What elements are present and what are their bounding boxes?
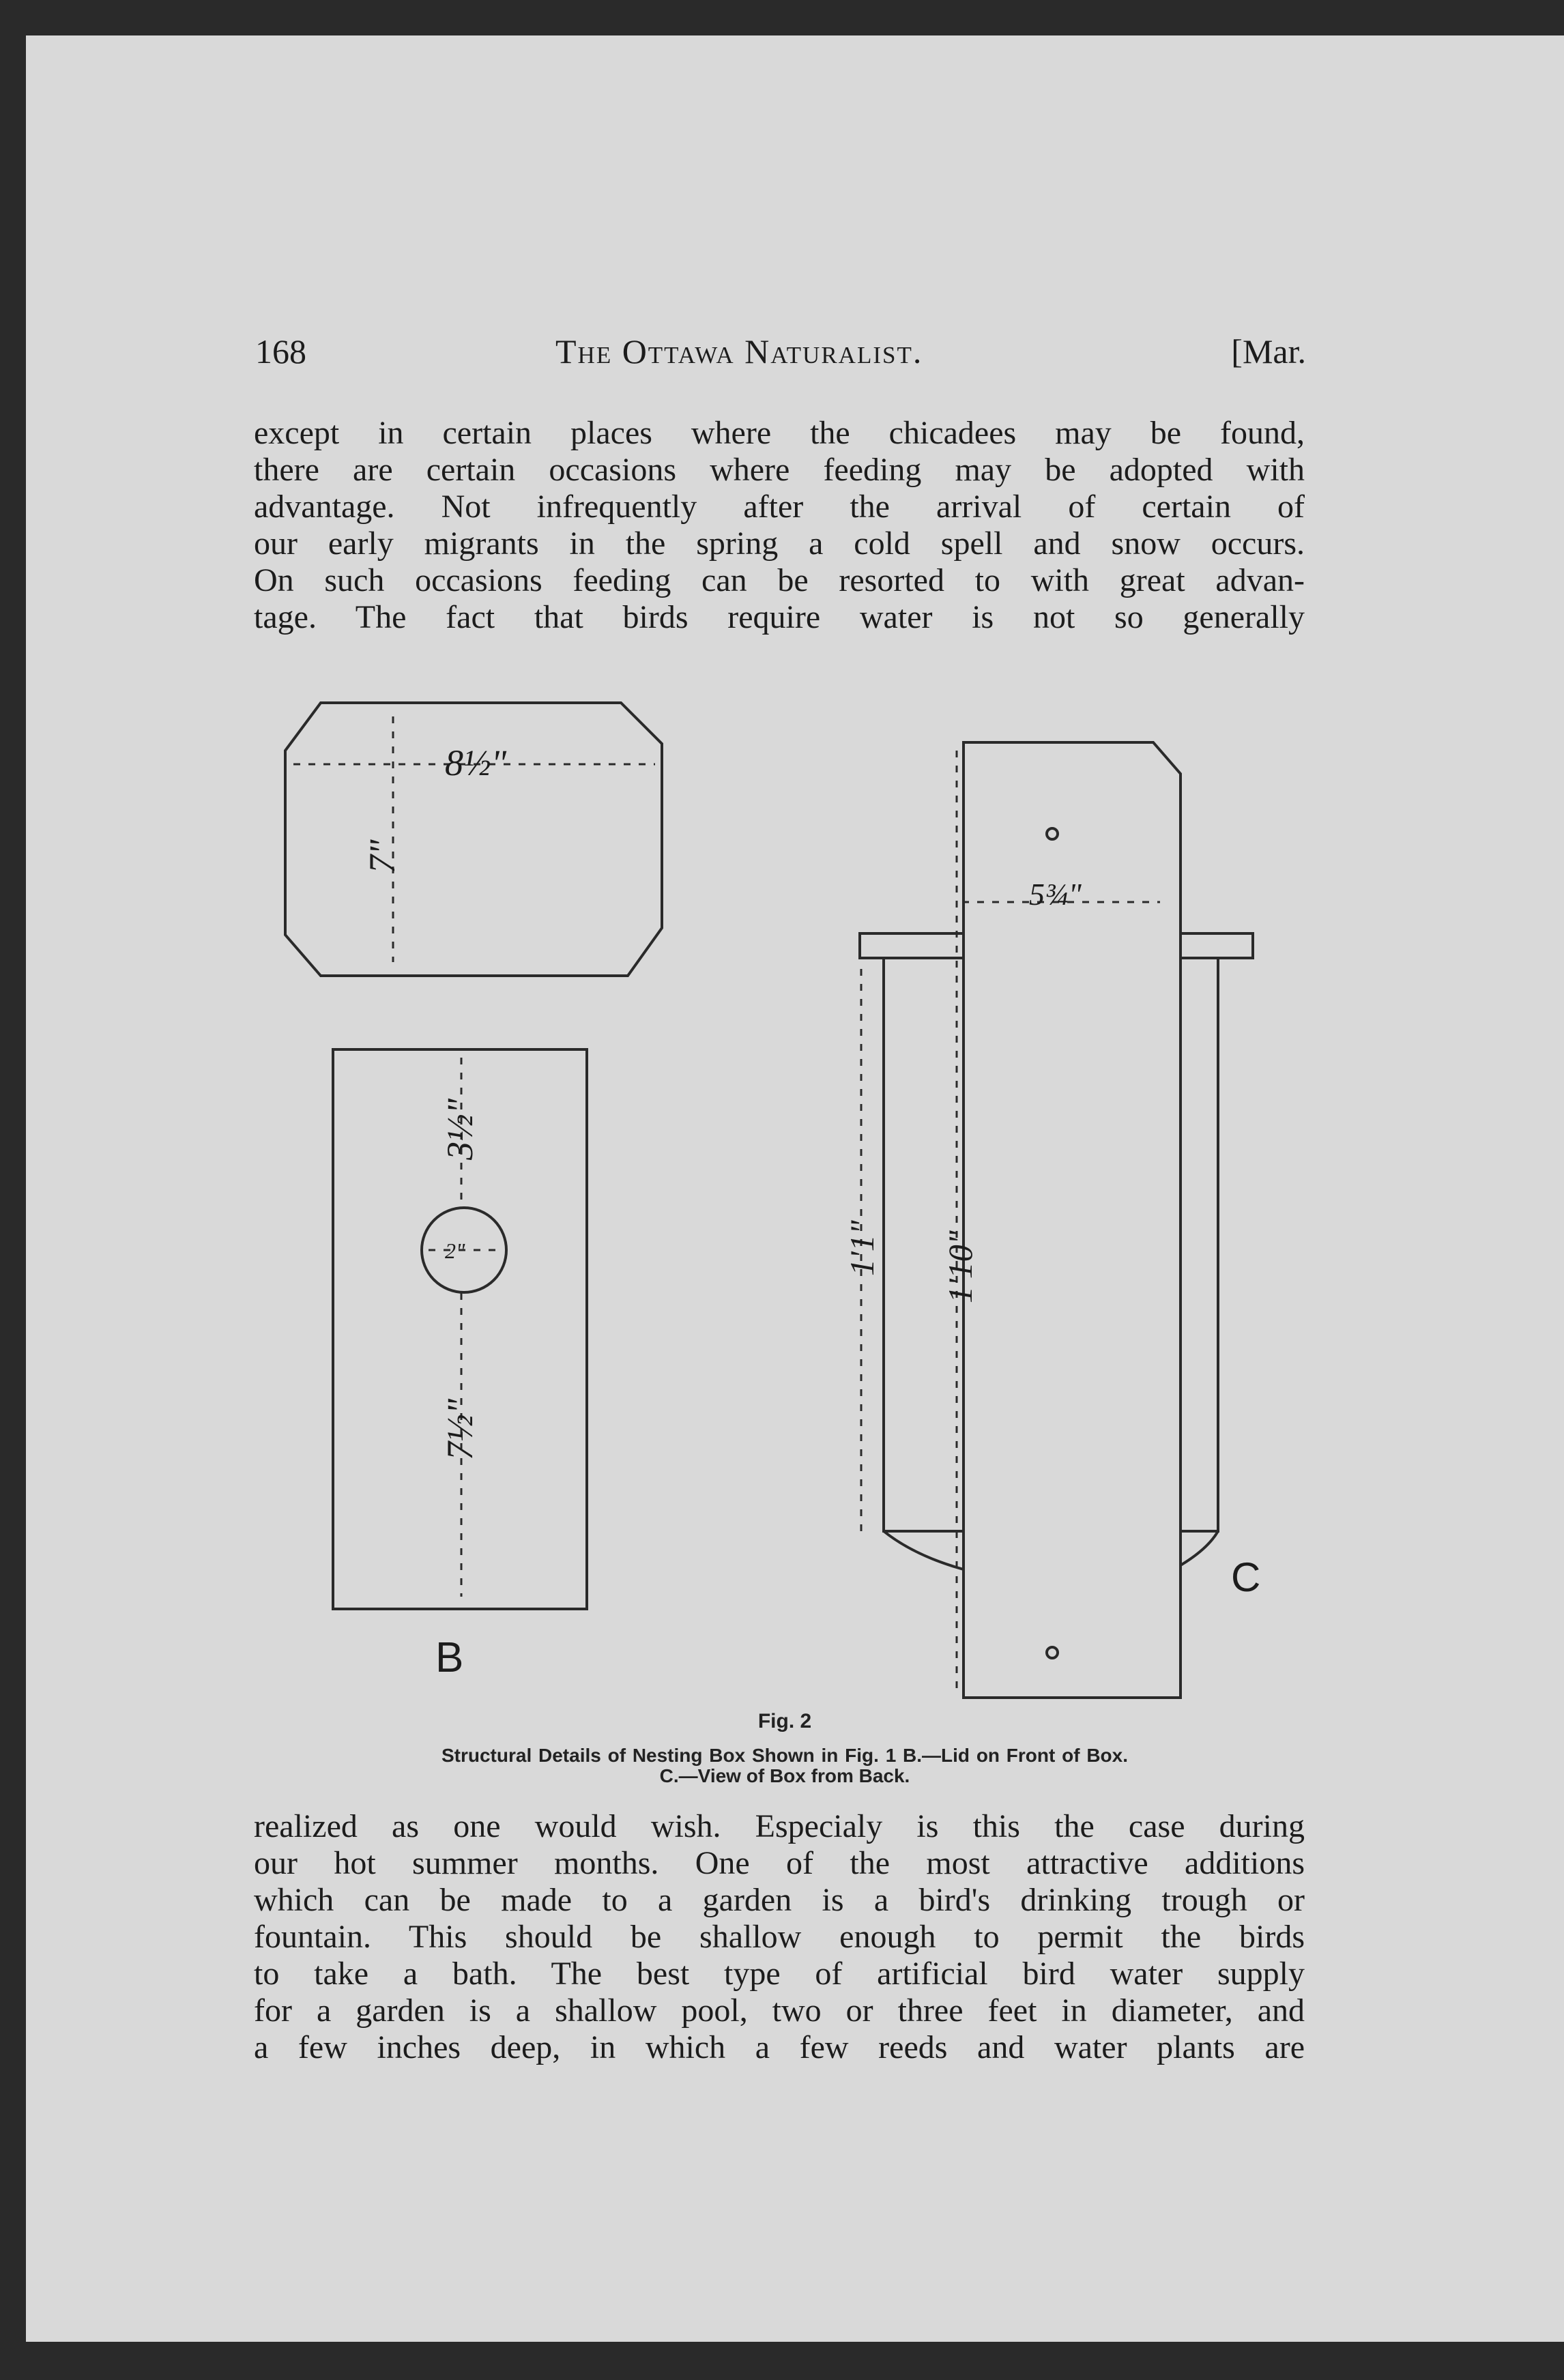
text-line: except in certain places where the chicadees may be found, [254, 415, 1305, 451]
text-line: advantage. Not infrequently after the arrival of certain of [254, 489, 1305, 525]
right-cleat [1181, 933, 1253, 958]
journal-title: The Ottawa Naturalist. [555, 332, 923, 371]
month-label: [Mar. [1231, 332, 1306, 371]
text-line: for a garden is a shallow pool, two or three feet in diameter, and [254, 1992, 1305, 2029]
text-line: which can be made to a garden is a bird's drinking trough or [254, 1882, 1305, 1918]
page-number: 168 [255, 332, 306, 371]
right-side [1181, 958, 1218, 1565]
text-line: tage. The fact that birds require water is not so generally [254, 599, 1305, 635]
dim-back-width: 5¾" [1029, 877, 1082, 912]
dim-lid-width: 8½" [445, 742, 507, 783]
text-line: fountain. This should be shallow enough to permit the birds [254, 1919, 1305, 1955]
text-line: realized as one would wish. Especialy is this the case during [254, 1808, 1305, 1844]
figure-caption [259, 1711, 1310, 1786]
figure-label: Fig. 2 [757, 1710, 812, 1732]
dim-side-height: 1'1" [843, 1220, 881, 1276]
paragraph-top [254, 415, 1305, 636]
dim-back-height: 1'10" [941, 1230, 979, 1303]
text-line: there are certain occasions where feeding may be adopted with [254, 452, 1305, 488]
text-line: a few inches deep, in which a few reeds and water plants are [254, 2029, 1305, 2065]
caption-line-1: Structural Details of Nesting Box Shown in Fig. 1 B.—Lid on Front of Box. [441, 1745, 1128, 1766]
paragraph-bottom [254, 1808, 1305, 2066]
caption-line-2: C.—View of Box from Back. [659, 1765, 910, 1786]
text-line: our early migrants in the spring a cold spell and snow occurs. [254, 525, 1305, 562]
dim-front-bottom: 7½" [439, 1398, 480, 1460]
text-line: On such occasions feeding can be resorted to with great advan- [254, 562, 1305, 598]
label-b: B [435, 1634, 464, 1681]
screw-hole-bottom [1047, 1647, 1058, 1658]
screw-hole-top [1047, 828, 1058, 839]
running-header [255, 332, 1306, 379]
dim-front-top: 3½" [439, 1098, 480, 1160]
dim-hole: 2" [445, 1238, 465, 1263]
label-c: C [1231, 1554, 1261, 1600]
dim-lid-height: 7" [362, 839, 403, 873]
text-line: our hot summer months. One of the most attractive additions [254, 1845, 1305, 1881]
left-cleat [860, 933, 964, 958]
text-line: to take a bath. The best type of artificial bird water supply [254, 1956, 1305, 1992]
nesting-box-diagram [259, 689, 1310, 1699]
